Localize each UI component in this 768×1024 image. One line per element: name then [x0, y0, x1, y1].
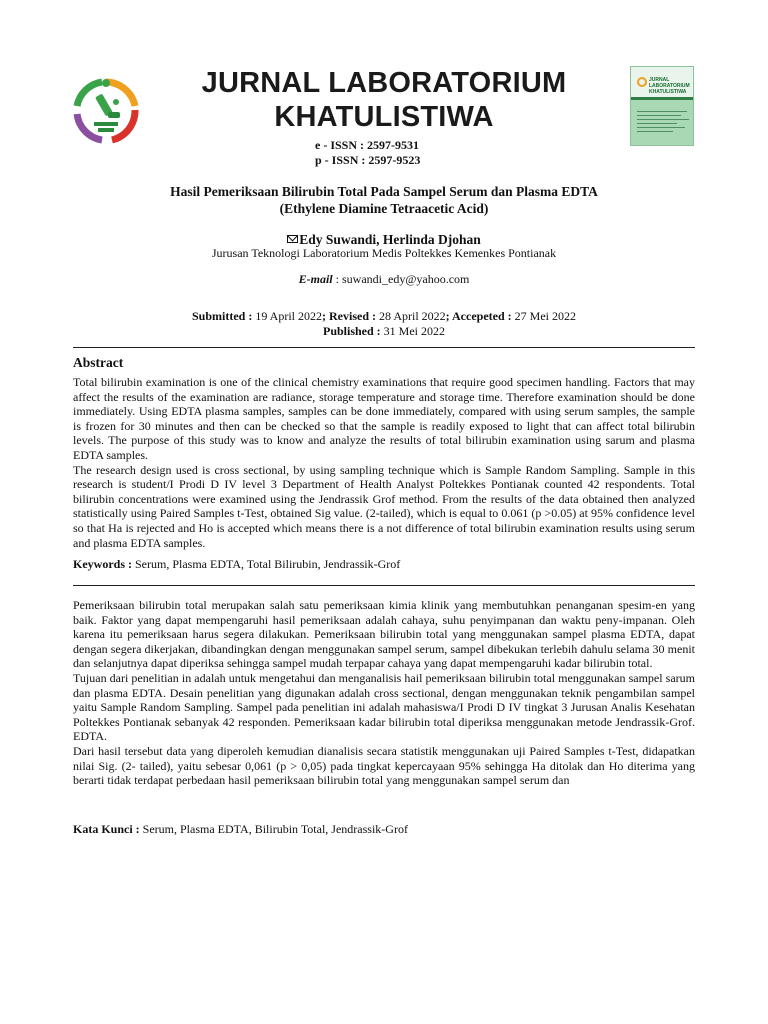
abstrak-paragraph-1: Pemeriksaan bilirubin total merupakan salah satu pemeriksaan kimia klinik yang membutuhkan penanganan spesim-en yang baik. Faktor yang dapat mempengaruhi hasil pemeriksaan adalah cahaya, suhu penyimpanan dan waktu peny-impanan. Oleh karena itu pemeriksaan harus segera dilakukan. Pemeriksaan bilirubin total yang menggunakan sampel plasma EDTA, dapat dengan segera dikerjakan, dibandingkan dengan menggunakan sampel serum, sampel dibekukan terlebih dahulu selama 30 menit dan selanjutnya dapat diperiksa sehingga sampel mudah terpapar cahaya yang dapat mempengaruhi kadar bilirubin total. [73, 598, 695, 671]
email-address[interactable]: : suwandi_edy@yahoo.com [335, 272, 470, 286]
email-label: E-mail [298, 272, 333, 286]
article-dates [80, 309, 688, 339]
published-label: Published : [322, 324, 381, 338]
journal-title-line2: KHATULISTIWA [274, 101, 494, 133]
article-title [80, 183, 688, 217]
accepted-label: ; Accepeted : [445, 309, 512, 323]
cover-logo-icon [637, 77, 647, 87]
journal-title [160, 66, 608, 134]
kata-kunci-list: Serum, Plasma EDTA, Bilirubin Total, Jendrassik-Grof [139, 822, 408, 836]
keywords-list: Serum, Plasma EDTA, Total Bilirubin, Jendrassik-Grof [132, 557, 401, 571]
abstract-body [73, 375, 695, 550]
published-date: 31 Mei 2022 [380, 324, 446, 338]
envelope-icon [287, 235, 298, 243]
abstract-heading: Abstract [73, 355, 124, 370]
accepted-date: 27 Mei 2022 [511, 309, 576, 323]
submitted-label: Submitted : [191, 309, 253, 323]
microscope-ring-logo [72, 76, 140, 152]
divider-bottom [73, 585, 695, 586]
cover-title: JURNAL LABORATORIUM KHATULISTIWA [649, 77, 690, 95]
p-issn: p - ISSN : 2597-9523 [315, 153, 421, 167]
author-names: Edy Suwandi, Herlinda Djohan [299, 232, 481, 247]
issn-block [315, 138, 420, 168]
revised-label: ; Revised : [322, 309, 376, 323]
abstrak-paragraph-3: Dari hasil tersebut data yang diperoleh kemudian dianalisis secara statistik menggunakan uji Paired Samples t-Test, didapatkan nilai Sig. (2- tailed), yaitu sebesar 0,061 (p > 0,05) pada tingkat kepercayaan 95% sehingga Ha ditolak dan Ho diterima yang berarti tidak terdapat perbedaan hasil pemeriksaan bilirubin total yang menggunakan sampel serum dan [73, 743, 695, 788]
kata-kunci-label: Kata Kunci : [73, 822, 140, 836]
revised-date: 28 April 2022 [376, 309, 446, 323]
kata-kunci [73, 822, 408, 837]
abstrak-paragraph-2: Tujuan dari penelitian in adalah untuk mengetahui dan menganalisis hail pemeriksaan bilirubin total menggunakan sampel sarum dan plasma EDTA. Desain penelitian yang digunakan adalah cross sectional, dengan menggunakan teknik pengambilan sampel yaitu Sample Random Sampling. Sampel pada penelitian ini adalah mahasiswa/I Prodi D IV tingkat 3 Jurusan Analis Kesehatan Poltekkes Pontianak sebanyak 42 responden. Pemeriksaan kadar bilirubin total diperiksa menggunakan metode Jendrassik-Grof. EDTA. [73, 670, 695, 744]
keywords-label: Keywords : [73, 557, 132, 571]
article-title-line2: (Ethylene Diamine Tetraacetic Acid) [279, 201, 489, 216]
abstract-paragraph-1: Total bilirubin examination is one of the clinical chemistry examinations that require good specimen handling. Factors that may affect the results of the examination are radiance, storage temperature and storage time. Therefore examination should be done immediately. Using EDTA plasma samples, samples can be done immediately, compared with using serum samples, the sample is frozen for 30 minutes and then can be checked so that the sample is readily exposed to light that can affect total bilirubin levels. The purpose of this study was to know and analyze the results of total bilirubin examination using sarum and plasma EDTA samples. [73, 375, 695, 462]
journal-title-line1: JURNAL LABORATORIUM [201, 67, 567, 99]
submitted-date: 19 April 2022 [252, 309, 322, 323]
journal-cover-thumbnail [630, 66, 694, 146]
affiliation: Jurusan Teknologi Laboratorium Medis Poltekkes Kemenkes Pontianak [211, 246, 557, 260]
email-line [80, 272, 688, 287]
abstrak-body [73, 598, 695, 788]
abstract-paragraph-2: The research design used is cross sectional, by using sampling technique which is Sample Random Sampling. Sample in this research is student/I Prodi D IV level 3 Department of Health Analyst Poltekkes Pontianak counted 42 respondents. Total bilirubin concentrations were examined using the Jendrassik Grof method. From the results of the data obtained then analyzed statistically using Paired Samples t-Test, obtained Sig value. (2-tailed), which is equal to 0.061 (p >0.05) at 95% confidence level so that Ha is rejected and Ho is accepted which means there is a not difference of total bilirubin examination results using serum and plasma EDTA samples. [73, 462, 695, 550]
keywords [73, 557, 400, 572]
article-title-line1: Hasil Pemeriksaan Bilirubin Total Pada Sampel Serum dan Plasma EDTA [170, 184, 598, 199]
e-issn: e - ISSN : 2597-9531 [315, 138, 419, 152]
divider-top [73, 347, 695, 348]
